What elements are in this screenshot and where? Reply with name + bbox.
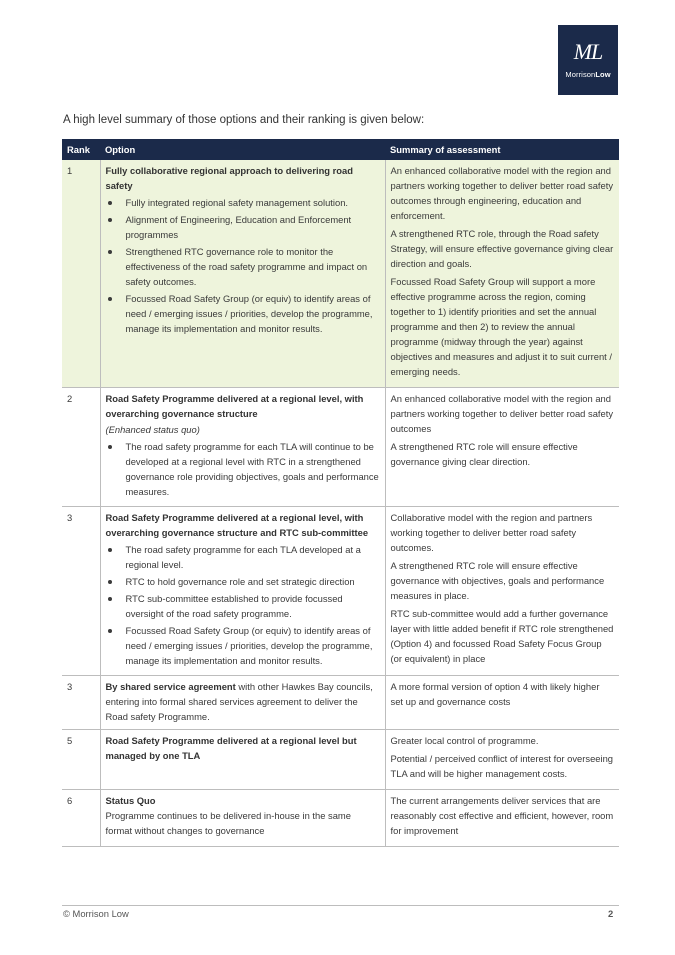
rank-cell: 1	[62, 160, 100, 388]
options-table	[62, 139, 619, 847]
table-row	[62, 676, 619, 730]
rank-cell: 6	[62, 790, 100, 847]
summary-cell	[385, 730, 619, 790]
table-row	[62, 507, 619, 676]
summary-cell	[385, 160, 619, 388]
footer-divider	[62, 905, 619, 906]
option-bullets	[106, 542, 380, 668]
bullet-item: Alignment of Engineering, Education and Enforcement programmes	[106, 212, 380, 242]
option-title: Road Safety Programme delivered at a regional level, with overarching governance structure and RTC sub-committee	[105, 512, 369, 538]
summary-paragraph: Collaborative model with the region and partners working together to deliver better road safety outcomes.	[390, 512, 593, 553]
bullet-item: Focussed Road Safety Group (or equiv) to identify areas of need / emerging issues / priorities, develop the programme, manage its implementation and monitor results.	[106, 291, 380, 336]
bullet-item: The road safety programme for each TLA will continue to be developed at a regional level with RTC in a strengthened governance role providing objectives, goals and performance measures.	[106, 439, 380, 499]
option-bullets	[106, 195, 380, 336]
option-cell	[100, 388, 385, 507]
summary-paragraph: Potential / perceived conflict of interest for overseeing TLA and will be higher management costs.	[390, 753, 614, 779]
summary-paragraph: RTC sub-committee would add a further governance layer with little added benefit if RTC role strengthened (Option 4) and focussed Road Safety Focus Group (or equivalent) in place	[390, 608, 614, 664]
header-rank: Rank	[62, 139, 100, 160]
option-cell	[100, 160, 385, 388]
bullet-item: RTC sub-committee established to provide focussed oversight of the road safety programme.	[106, 591, 380, 621]
footer-copyright: © Morrison Low	[63, 908, 129, 919]
option-bullets	[106, 439, 380, 499]
option-title: Road Safety Programme delivered at a regional level but managed by one TLA	[105, 735, 357, 761]
header-summary: Summary of assessment	[385, 139, 619, 160]
option-text: Programme continues to be delivered in-house in the same format without changes to governance	[105, 810, 351, 836]
summary-cell	[385, 676, 619, 730]
option-description	[106, 679, 380, 724]
summary-cell	[385, 507, 619, 676]
table-row	[62, 160, 619, 388]
morrison-low-logo	[558, 25, 618, 95]
summary-paragraph: An enhanced collaborative model with the region and partners working together to deliver better road safety outcomes	[390, 393, 614, 434]
option-title: Road Safety Programme delivered at a regional level, with overarching governance structure	[105, 393, 364, 419]
option-title: Fully collaborative regional approach to delivering road safety	[105, 165, 353, 191]
summary-paragraph: An enhanced collaborative model with the region and partners working together to deliver better road safety outcomes through engineering, education and enforcement.	[390, 165, 614, 221]
summary-paragraph: Greater local control of programme.	[390, 735, 539, 746]
rank-cell: 3	[62, 676, 100, 730]
bullet-item: RTC to hold governance role and set strategic direction	[106, 574, 380, 589]
option-cell	[100, 676, 385, 730]
logo-wordmark: MorrisonLow	[565, 70, 611, 79]
bullet-item: The road safety programme for each TLA developed at a regional level.	[106, 542, 380, 572]
rank-cell: 3	[62, 507, 100, 676]
intro-text: A high level summary of those options and their ranking is given below:	[63, 114, 425, 126]
summary-paragraph: Focussed Road Safety Group will support a more effective programme across the region, coming together to 1) identify priorities and set the annual programme and then 2) to review the annual programme (midway through the year) against objectives and measures and adjust it to suit current / emerging needs.	[390, 276, 612, 377]
rank-cell: 5	[62, 730, 100, 790]
option-cell	[100, 730, 385, 790]
option-note: (Enhanced status quo)	[105, 424, 200, 435]
bullet-item: Focussed Road Safety Group (or equiv) to identify areas of need / emerging issues / priorities, develop the programme, manage its implementation and monitor results.	[106, 623, 380, 668]
table-header-row	[62, 139, 619, 160]
summary-cell	[385, 790, 619, 847]
option-cell	[100, 507, 385, 676]
option-text: with other Hawkes Bay councils, entering into formal shared services agreement to deliver the Road safety Programme.	[105, 681, 373, 722]
summary-paragraph: The current arrangements deliver services that are reasonably cost effective and efficient, however, room for improvement	[390, 795, 614, 836]
page-number: 2	[608, 908, 614, 919]
summary-paragraph: A strengthened RTC role will ensure effective governance giving clear direction.	[390, 441, 578, 467]
summary-paragraph: A strengthened RTC role will ensure effective governance with objectives, goals and performance measures in place.	[390, 560, 605, 601]
summary-cell	[385, 388, 619, 507]
summary-paragraph: A more formal version of option 4 with likely higher set up and governance costs	[390, 681, 600, 707]
bullet-item: Fully integrated regional safety management solution.	[106, 195, 380, 210]
table-row	[62, 388, 619, 507]
header-option: Option	[100, 139, 385, 160]
logo-mark: ML	[573, 39, 603, 64]
option-title: By shared service agreement	[105, 681, 236, 692]
table-row	[62, 730, 619, 790]
summary-paragraph: A strengthened RTC role, through the Road safety Strategy, will ensure effective governance giving clear direction and goals.	[390, 228, 614, 269]
bullet-item: Strengthened RTC governance role to monitor the effectiveness of the road safety programme and impact on safety outcomes.	[106, 244, 380, 289]
option-title: Status Quo	[105, 795, 156, 806]
table-row	[62, 790, 619, 847]
rank-cell: 2	[62, 388, 100, 507]
option-cell	[100, 790, 385, 847]
